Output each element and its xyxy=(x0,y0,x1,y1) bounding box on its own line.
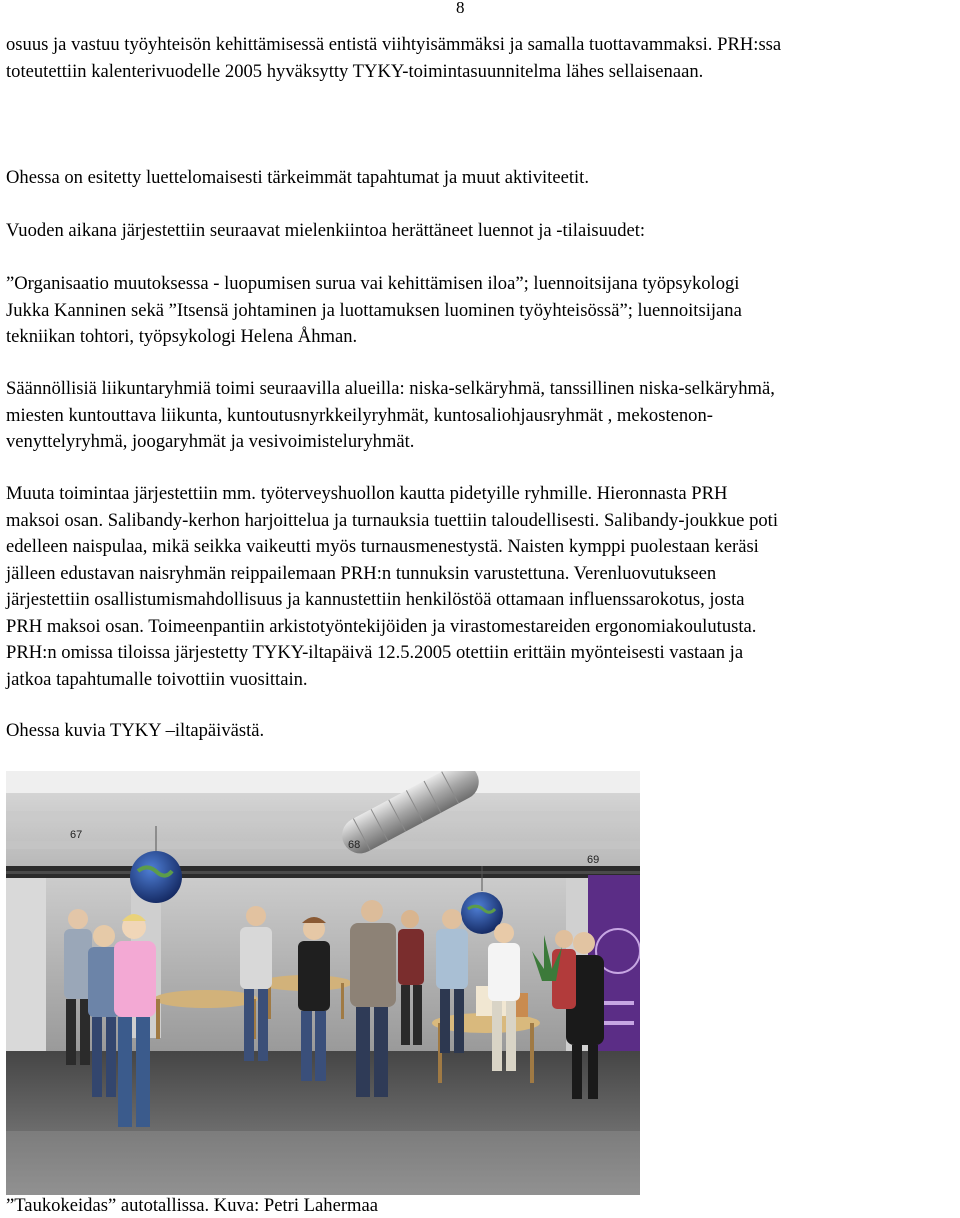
text-line: jälleen edustavan naisryhmän reippailemaan PRH:n tunnuksin varustettuna. Verenluovutukseen xyxy=(6,562,717,584)
text-line: Säännöllisiä liikuntaryhmiä toimi seuraavilla alueilla: niska-selkäryhmä, tanssillinen niska-selkäryhmä, xyxy=(6,378,775,399)
photo-marking-67: 67 xyxy=(70,829,83,841)
text-line: Jukka Kanninen sekä ”Itsensä johtaminen ja luottamuksen luominen työyhteisössä”; luennoitsijana xyxy=(6,299,742,321)
text-line: toteutettiin kalenterivuodelle 2005 hyväksytty TYKY-toimintasuunnitelma lähes sellaisenaan. xyxy=(6,60,704,82)
text-line: osuus ja vastuu työyhteisön kehittämisessä entistä viihtyisämmäksi ja samalla tuottavammaksi. PRH:ssa xyxy=(6,34,782,55)
photo-caption: ”Taukokeidas” autotallissa. Kuva: Petri Lahermaa xyxy=(6,1195,378,1216)
text-line: jatkoa tapahtumalle toivottiin vuosittain. xyxy=(6,668,308,690)
text-line: tekniikan tohtori, työpsykologi Helena Åhman. xyxy=(6,326,358,347)
text-line: PRH maksoi osan. Toimeenpantiin arkistotyöntekijöiden ja virastomestareiden ergonomiakoulutusta. xyxy=(6,615,757,637)
exercise-groups-paragraph xyxy=(6,376,960,456)
list-intro-paragraph xyxy=(6,165,960,192)
text-line: Ohessa kuvia TYKY –iltapäivästä. xyxy=(6,720,265,741)
text-line: järjestettiin osallistumismahdollisuus ja kannustettiin henkilöstöä ottamaan influenssarokotus, josta xyxy=(6,589,745,610)
lectures-paragraph xyxy=(6,271,960,351)
event-photo xyxy=(6,771,640,1195)
other-activities-paragraph xyxy=(6,481,960,693)
photos-intro-paragraph xyxy=(6,718,960,745)
photo-marking-68: 68 xyxy=(348,839,361,851)
text-line: edelleen naispulaa, mikä seikka vaikeutti myös turnausmenestystä. Naisten kymppi puolestaan keräsi xyxy=(6,536,759,557)
photo-marking-69: 69 xyxy=(587,854,600,866)
text-line: Vuoden aikana järjestettiin seuraavat mielenkiintoa herättäneet luennot ja -tilaisuudet: xyxy=(6,220,646,241)
text-line: ”Organisaatio muutoksessa - luopumisen surua vai kehittämisen iloa”; luennoitsijana työpsykologi xyxy=(6,273,740,294)
lectures-heading-paragraph xyxy=(6,218,960,245)
text-line: Muuta toimintaa järjestettiin mm. työterveyshuollon kautta pidetyille ryhmille. Hieronnasta PRH xyxy=(6,483,728,504)
text-line: maksoi osan. Salibandy-kerhon harjoittelua ja turnauksia tuettiin taloudellisesti. Salibandy-joukkue poti xyxy=(6,509,779,531)
text-line: PRH:n omissa tiloissa järjestetty TYKY-iltapäivä 12.5.2005 otettiin erittäin myönteisesti vastaan ja xyxy=(6,642,744,663)
text-line: venyttelyryhmä, joogaryhmät ja vesivoimisteluryhmät. xyxy=(6,431,415,452)
intro-paragraph xyxy=(6,32,960,85)
page-number: 8 xyxy=(456,0,465,17)
text-line: Ohessa on esitetty luettelomaisesti tärkeimmät tapahtumat ja muut aktiviteetit. xyxy=(6,167,589,188)
text-line: miesten kuntouttava liikunta, kuntoutusnyrkkeilyryhmät, kuntosaliohjausryhmät , mekostenon- xyxy=(6,404,713,426)
